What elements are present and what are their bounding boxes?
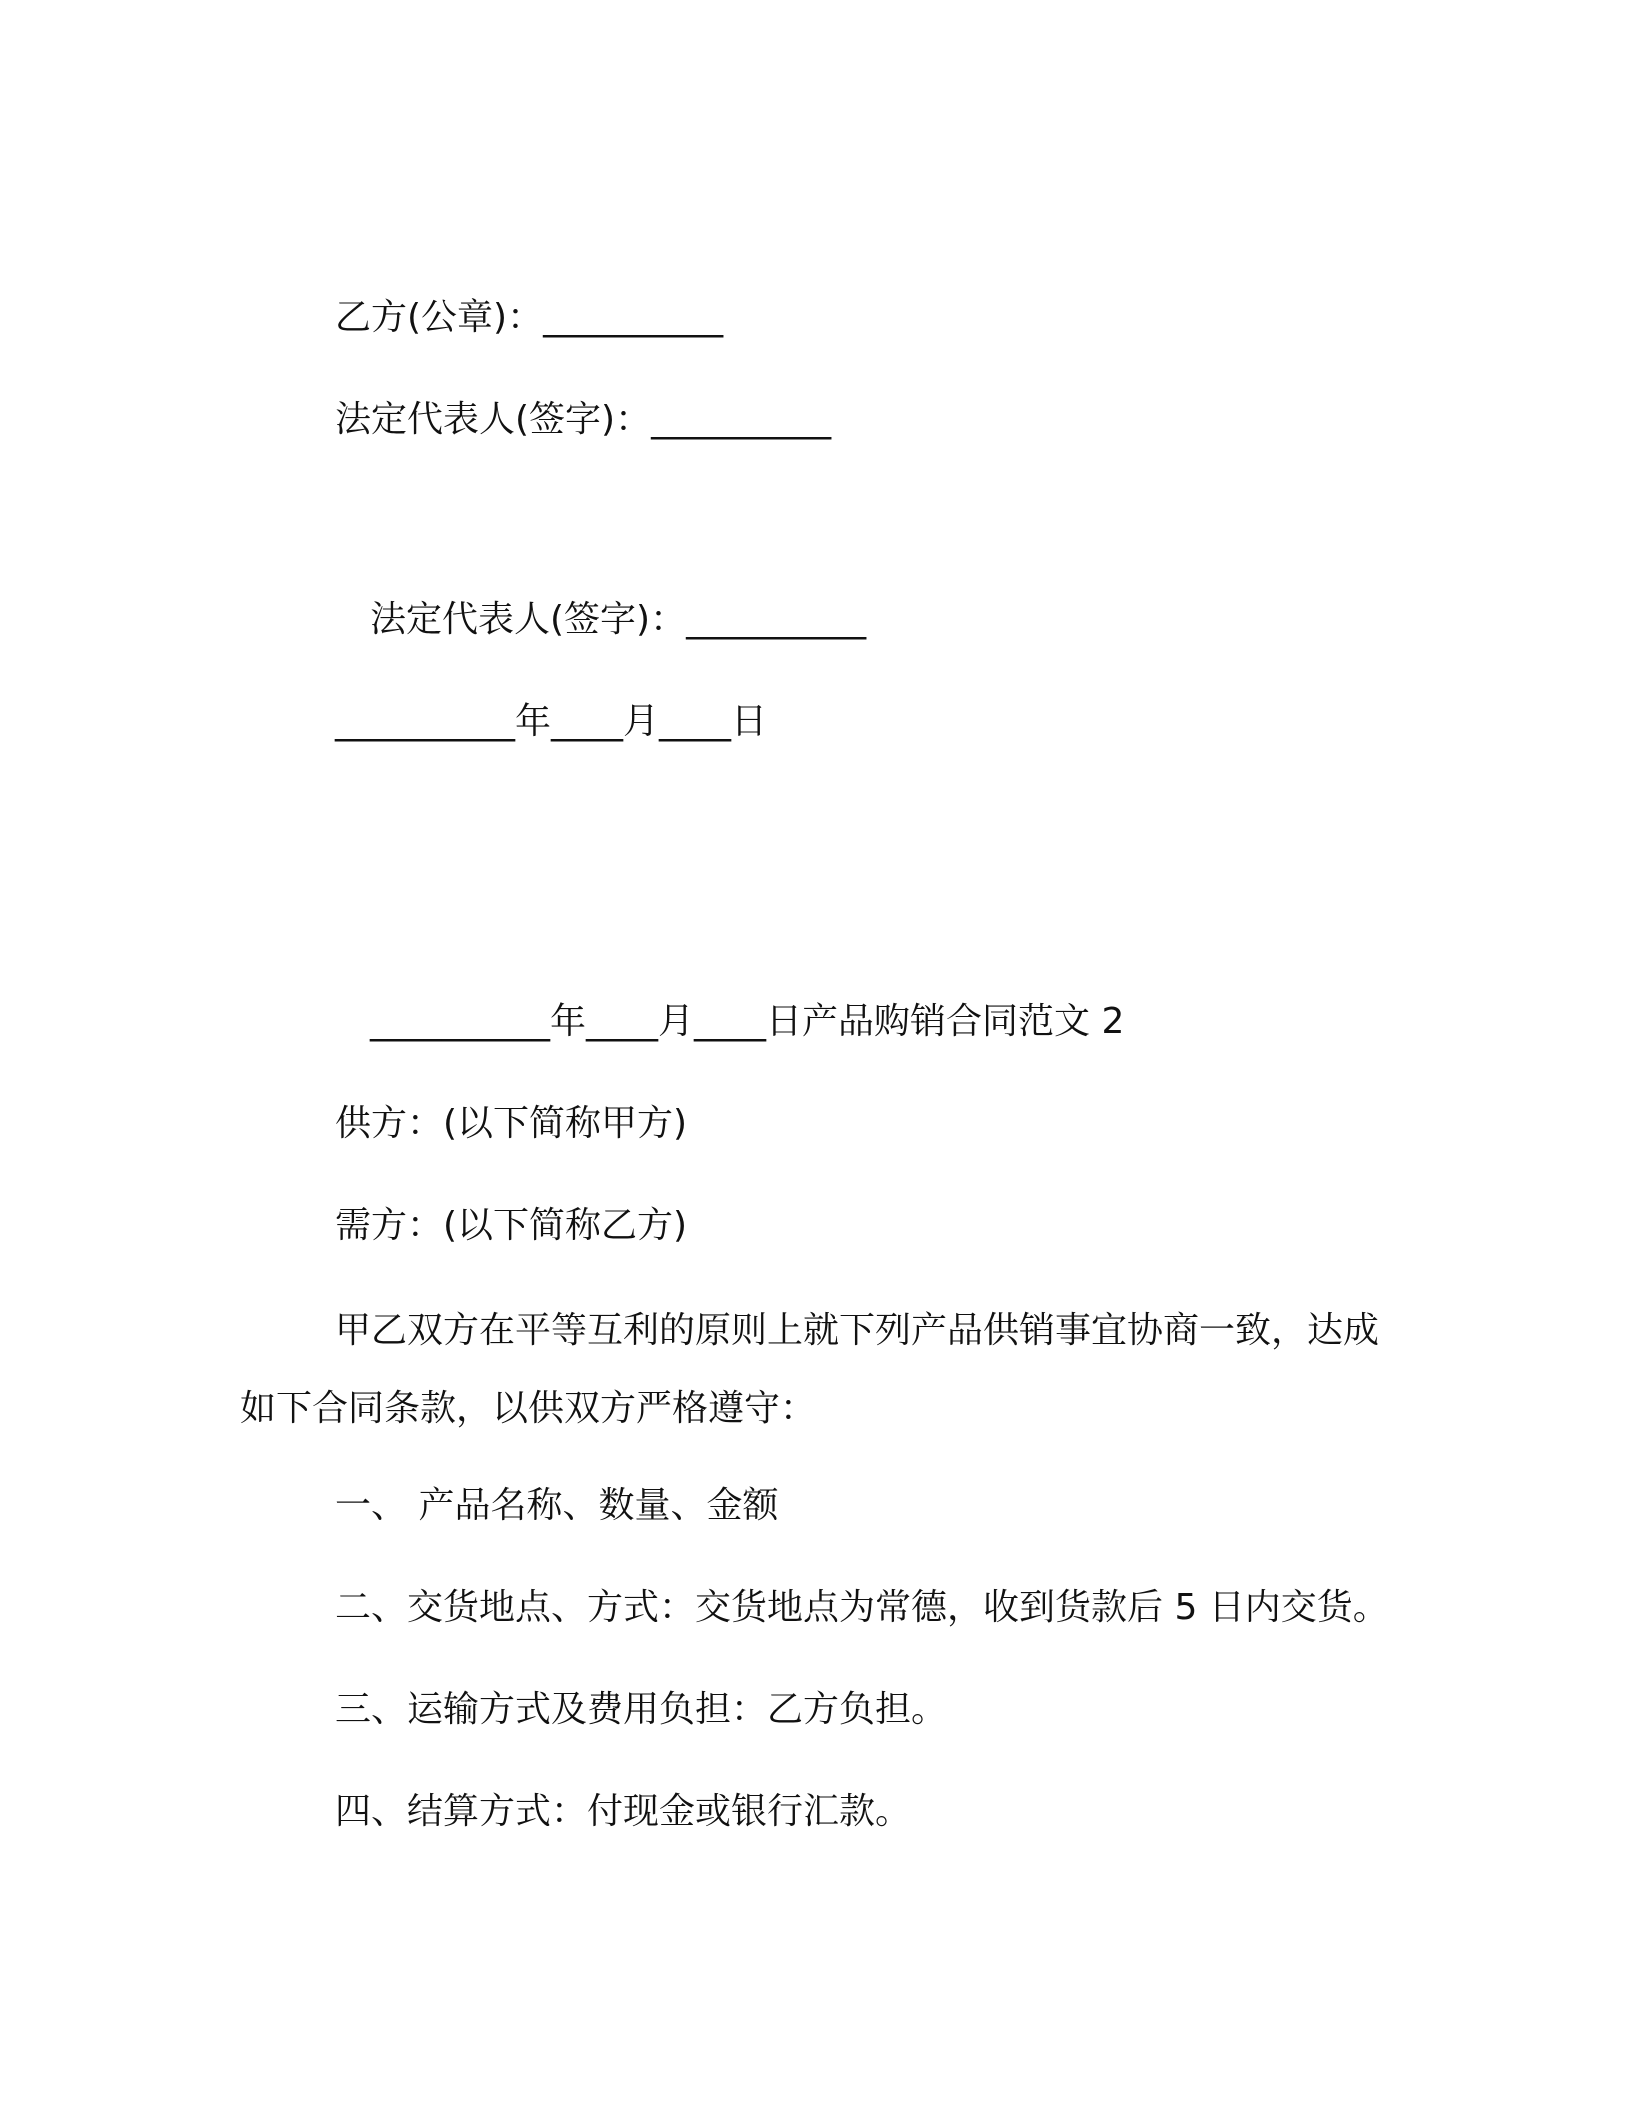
supplier-line: 供方：(以下简称甲方)	[335, 1103, 688, 1144]
signature-date-line: __________年____月____日	[335, 701, 767, 742]
party-b-seal-line: 乙方(公章)：__________	[335, 297, 724, 338]
contract-preamble: 甲乙双方在平等互利的原则上就下列产品供销事宜协商一致，达成如下合同条款，以供双方严格遵守：	[240, 1310, 1380, 1429]
buyer-line: 需方：(以下简称乙方)	[335, 1205, 688, 1246]
legal-rep-signature-line-2: 法定代表人(签字)：__________	[370, 599, 867, 640]
legal-rep-signature-line: 法定代表人(签字)：__________	[335, 399, 832, 440]
clause-item: 二、交货地点、方式：交货地点为常德，收到货款后 5 日内交货。	[335, 1587, 1389, 1628]
clause-item: 三、运输方式及费用负担：乙方负担。	[335, 1689, 948, 1730]
clause-item: 一、 产品名称、数量、金额	[335, 1485, 779, 1526]
clause-item: 四、结算方式：付现金或银行汇款。	[335, 1791, 912, 1832]
contract-title: __________年____月____日产品购销合同范文 2	[370, 1001, 1125, 1042]
